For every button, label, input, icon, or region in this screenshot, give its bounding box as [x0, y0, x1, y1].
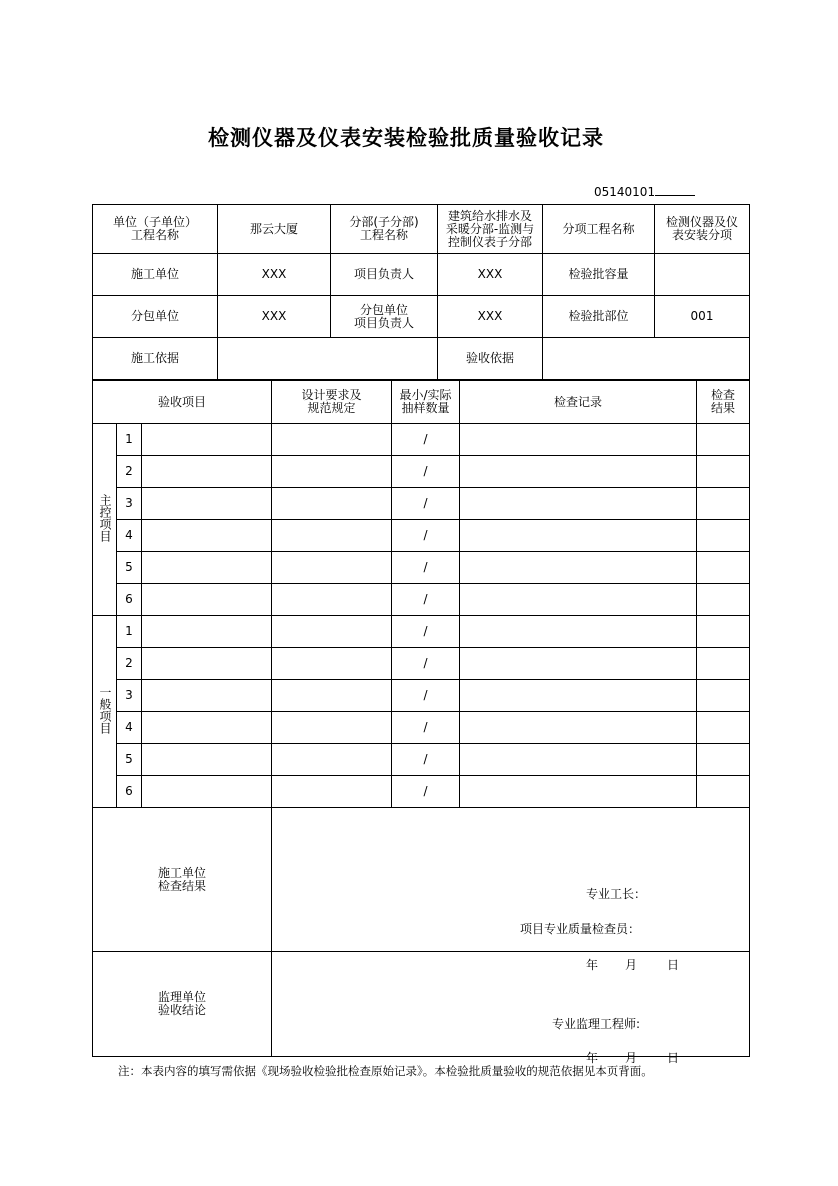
division-label: 分部(子分部) 工程名称	[331, 205, 438, 254]
location-label: 检验批部位	[543, 296, 655, 338]
sample-count-cell[interactable]: /	[392, 520, 460, 552]
contractor-value[interactable]: XXX	[218, 254, 331, 296]
contractor-check-label: 施工单位 检查结果	[93, 808, 272, 952]
design-requirement-cell[interactable]	[272, 616, 392, 648]
supervising-engineer-label: 专业监理工程师:	[552, 1016, 641, 1031]
main-control-group-label	[93, 424, 117, 616]
design-requirement-cell[interactable]	[272, 488, 392, 520]
project-info-table	[92, 204, 750, 380]
check-record-cell[interactable]	[460, 456, 697, 488]
check-result-cell[interactable]	[697, 424, 750, 456]
row-number: 3	[117, 488, 142, 520]
page-title: 检测仪器及仪表安装检验批质量验收记录	[208, 126, 604, 150]
check-record-cell[interactable]	[460, 648, 697, 680]
sample-count-cell[interactable]: /	[392, 424, 460, 456]
row-number: 4	[117, 712, 142, 744]
group-label-text: 一般项目	[98, 686, 112, 734]
design-requirement-cell[interactable]	[272, 648, 392, 680]
design-requirement-cell[interactable]	[272, 680, 392, 712]
check-record-cell[interactable]	[460, 520, 697, 552]
subitem-label: 分项工程名称	[543, 205, 655, 254]
result-header: 检查 结果	[697, 381, 750, 424]
sample-count-cell[interactable]: /	[392, 712, 460, 744]
form-code	[594, 183, 695, 199]
design-header: 设计要求及 规范规定	[272, 381, 392, 424]
check-result-cell[interactable]	[697, 584, 750, 616]
unit-label: 单位（子单位） 工程名称	[93, 205, 218, 254]
accept-basis-label: 验收依据	[438, 338, 543, 380]
row-number: 3	[117, 680, 142, 712]
check-record-cell[interactable]	[460, 424, 697, 456]
design-requirement-cell[interactable]	[272, 712, 392, 744]
row-number: 6	[117, 584, 142, 616]
sample-count-cell[interactable]: /	[392, 584, 460, 616]
item-content-cell[interactable]	[142, 424, 272, 456]
row-number: 5	[117, 744, 142, 776]
contractor-check-area[interactable]	[272, 808, 750, 972]
design-requirement-cell[interactable]	[272, 520, 392, 552]
form-code-underline	[655, 183, 695, 196]
item-content-cell[interactable]	[142, 616, 272, 648]
subcontractor-label: 分包单位	[93, 296, 218, 338]
location-value[interactable]: 001	[655, 296, 750, 338]
item-content-cell[interactable]	[142, 584, 272, 616]
check-record-cell[interactable]	[460, 776, 697, 808]
item-content-cell[interactable]	[142, 488, 272, 520]
sub-pm-label: 分包单位 项目负责人	[331, 296, 438, 338]
design-requirement-cell[interactable]	[272, 456, 392, 488]
check-result-cell[interactable]	[697, 776, 750, 808]
sample-count-cell[interactable]: /	[392, 456, 460, 488]
check-result-cell[interactable]	[697, 680, 750, 712]
item-content-cell[interactable]	[142, 712, 272, 744]
general-group-label	[93, 616, 117, 808]
design-requirement-cell[interactable]	[272, 424, 392, 456]
supervisor-year-label: 年	[586, 1050, 599, 1065]
row-number: 2	[117, 648, 142, 680]
check-result-cell[interactable]	[697, 456, 750, 488]
table-row	[93, 424, 750, 456]
table-row	[93, 744, 750, 776]
supervisor-check-label: 监理单位 验收结论	[93, 952, 272, 1057]
table-row	[93, 712, 750, 744]
check-result-cell[interactable]	[697, 520, 750, 552]
subitem-value[interactable]: 检测仪器及仪 表安装分项	[655, 205, 750, 254]
foreman-label: 专业工长：	[586, 886, 647, 901]
contractor-label: 施工单位	[93, 254, 218, 296]
group-label-text: 主控项目	[98, 494, 112, 542]
check-result-cell[interactable]	[697, 712, 750, 744]
row-number: 2	[117, 456, 142, 488]
subcontractor-value[interactable]: XXX	[218, 296, 331, 338]
signature-table	[92, 807, 750, 1065]
basis-label: 施工依据	[93, 338, 218, 380]
table-row	[93, 680, 750, 712]
capacity-value[interactable]	[655, 254, 750, 296]
item-content-cell[interactable]	[142, 552, 272, 584]
table-row	[93, 776, 750, 808]
design-requirement-cell[interactable]	[272, 584, 392, 616]
row-number: 6	[117, 776, 142, 808]
check-record-cell[interactable]	[460, 584, 697, 616]
sample-count-cell[interactable]: /	[392, 776, 460, 808]
row-number: 4	[117, 520, 142, 552]
pm-label: 项目负责人	[331, 254, 438, 296]
check-record-cell[interactable]	[460, 616, 697, 648]
check-result-cell[interactable]	[697, 648, 750, 680]
table-row	[93, 456, 750, 488]
check-record-cell[interactable]	[460, 552, 697, 584]
item-content-cell[interactable]	[142, 744, 272, 776]
check-record-cell[interactable]	[460, 712, 697, 744]
footnote: 注：本表内容的填写需依据《现场验收检验批检查原始记录》。本检验批质量验收的规范依据见本页背面。	[118, 1064, 653, 1078]
inspection-items-table	[92, 380, 750, 808]
row-number: 1	[117, 424, 142, 456]
item-content-cell[interactable]	[142, 456, 272, 488]
check-result-cell[interactable]	[697, 552, 750, 584]
sample-count-cell[interactable]: /	[392, 744, 460, 776]
supervisor-month-label: 月	[625, 1050, 638, 1065]
table-row	[93, 488, 750, 520]
sample-count-cell[interactable]: /	[392, 552, 460, 584]
item-content-cell[interactable]	[142, 776, 272, 808]
table-row	[93, 584, 750, 616]
check-result-cell[interactable]	[697, 616, 750, 648]
general-item-rows	[93, 616, 750, 808]
table-row	[93, 616, 750, 648]
contractor-day-label: 日	[667, 957, 680, 972]
basis-value[interactable]	[218, 338, 438, 380]
check-record-cell[interactable]	[460, 488, 697, 520]
check-record-cell[interactable]	[460, 680, 697, 712]
design-requirement-cell[interactable]	[272, 552, 392, 584]
form-code-number: 05140101	[594, 185, 656, 199]
item-header: 验收项目	[93, 381, 272, 424]
accept-basis-value[interactable]	[543, 338, 750, 380]
sub-pm-value[interactable]: XXX	[438, 296, 543, 338]
division-value[interactable]: 建筑给水排水及 采暖分部-监测与 控制仪表子分部	[438, 205, 543, 254]
check-result-cell[interactable]	[697, 744, 750, 776]
record-header: 检查记录	[460, 381, 697, 424]
row-number: 5	[117, 552, 142, 584]
table-row	[93, 520, 750, 552]
check-result-cell[interactable]	[697, 488, 750, 520]
sample-count-cell[interactable]: /	[392, 616, 460, 648]
contractor-year-label: 年	[586, 957, 599, 972]
sample-count-cell[interactable]: /	[392, 488, 460, 520]
sample-count-cell[interactable]: /	[392, 648, 460, 680]
unit-value[interactable]: 那云大厦	[218, 205, 331, 254]
table-row	[93, 648, 750, 680]
design-requirement-cell[interactable]	[272, 744, 392, 776]
sample-count-cell[interactable]: /	[392, 680, 460, 712]
main-control-rows	[93, 424, 750, 616]
quality-inspector-label: 项目专业质量检查员：	[520, 921, 641, 936]
item-content-cell[interactable]	[142, 680, 272, 712]
supervisor-day-label: 日	[667, 1050, 680, 1065]
table-row	[93, 552, 750, 584]
design-requirement-cell[interactable]	[272, 776, 392, 808]
sample-header: 最小/实际 抽样数量	[392, 381, 460, 424]
pm-value[interactable]: XXX	[438, 254, 543, 296]
check-record-cell[interactable]	[460, 744, 697, 776]
item-content-cell[interactable]	[142, 520, 272, 552]
capacity-label: 检验批容量	[543, 254, 655, 296]
contractor-month-label: 月	[625, 957, 638, 972]
item-content-cell[interactable]	[142, 648, 272, 680]
row-number: 1	[117, 616, 142, 648]
